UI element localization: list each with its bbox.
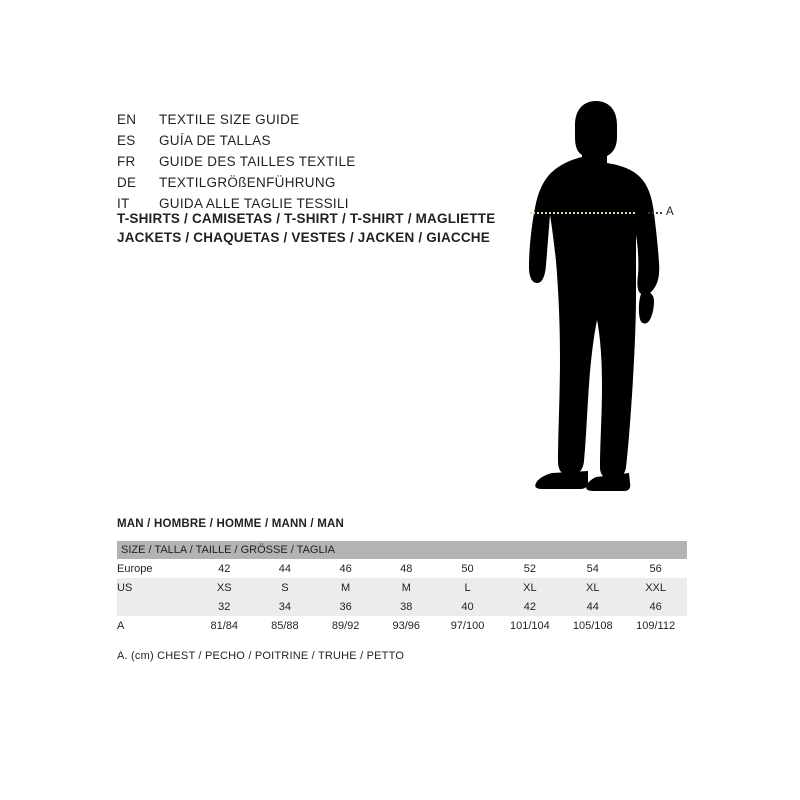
cell: XL [498,578,561,597]
table-title: MAN / HOMBRE / HOMME / MANN / MAN [117,518,345,530]
language-text: TEXTILGRÖßENFÜHRUNG [159,175,336,190]
cell: 42 [194,559,255,578]
row-label: A [117,616,194,635]
cell: 48 [376,559,437,578]
row-label: Europe [117,559,194,578]
cell: L [437,578,499,597]
cell: 105/108 [561,616,624,635]
cell: XL [561,578,624,597]
cell: S [255,578,316,597]
table-header-row [117,541,687,559]
cell: 42 [498,597,561,616]
cell: 52 [498,559,561,578]
language-text: GUIDA ALLE TAGLIE TESSILI [159,196,349,211]
cell: 109/112 [624,616,687,635]
cell: 44 [561,597,624,616]
language-text: TEXTILE SIZE GUIDE [159,112,300,127]
language-row [117,112,537,133]
table-row [117,597,687,616]
cell: 36 [315,597,376,616]
cell: 46 [315,559,376,578]
table-header-label: SIZE / TALLA / TAILLE / GRÖSSE / TAGLIA [117,541,687,559]
language-code: IT [117,196,130,211]
language-code: ES [117,133,136,148]
cell: 56 [624,559,687,578]
cell: 97/100 [437,616,499,635]
cell: 46 [624,597,687,616]
language-code: EN [117,112,137,127]
cell: 81/84 [194,616,255,635]
language-row [117,133,537,154]
cell: 34 [255,597,316,616]
cell: M [376,578,437,597]
cell: 93/96 [376,616,437,635]
chest-measure-leader [648,212,662,216]
cell: XS [194,578,255,597]
cell: 50 [437,559,499,578]
measure-label-a: A [666,206,674,218]
row-label [117,597,194,616]
cell: 54 [561,559,624,578]
cell: 101/104 [498,616,561,635]
language-text: GUÍA DE TALLAS [159,133,271,148]
heading-tshirts: T-SHIRTS / CAMISETAS / T-SHIRT / T-SHIRT / MAGLIETTE [117,211,496,226]
table-row [117,559,687,578]
cell: 44 [255,559,316,578]
language-code: DE [117,175,137,190]
row-label: US [117,578,194,597]
heading-jackets: JACKETS / CHAQUETAS / VESTES / JACKEN / GIACCHE [117,230,490,245]
language-code: FR [117,154,136,169]
language-list [117,112,537,217]
table-row [117,578,687,597]
language-text: GUIDE DES TAILLES TEXTILE [159,154,356,169]
male-silhouette-figure [480,95,710,495]
cell: 89/92 [315,616,376,635]
table-footnote: A. (cm) CHEST / PECHO / POITRINE / TRUHE / PETTO [117,650,405,662]
table-row [117,616,687,635]
language-row [117,175,537,196]
chest-measure-line [530,212,635,216]
cell: 40 [437,597,499,616]
cell: 38 [376,597,437,616]
size-table [117,541,687,635]
cell: XXL [624,578,687,597]
cell: M [315,578,376,597]
cell: 85/88 [255,616,316,635]
cell: 32 [194,597,255,616]
silhouette-icon [480,95,710,495]
language-row [117,154,537,175]
